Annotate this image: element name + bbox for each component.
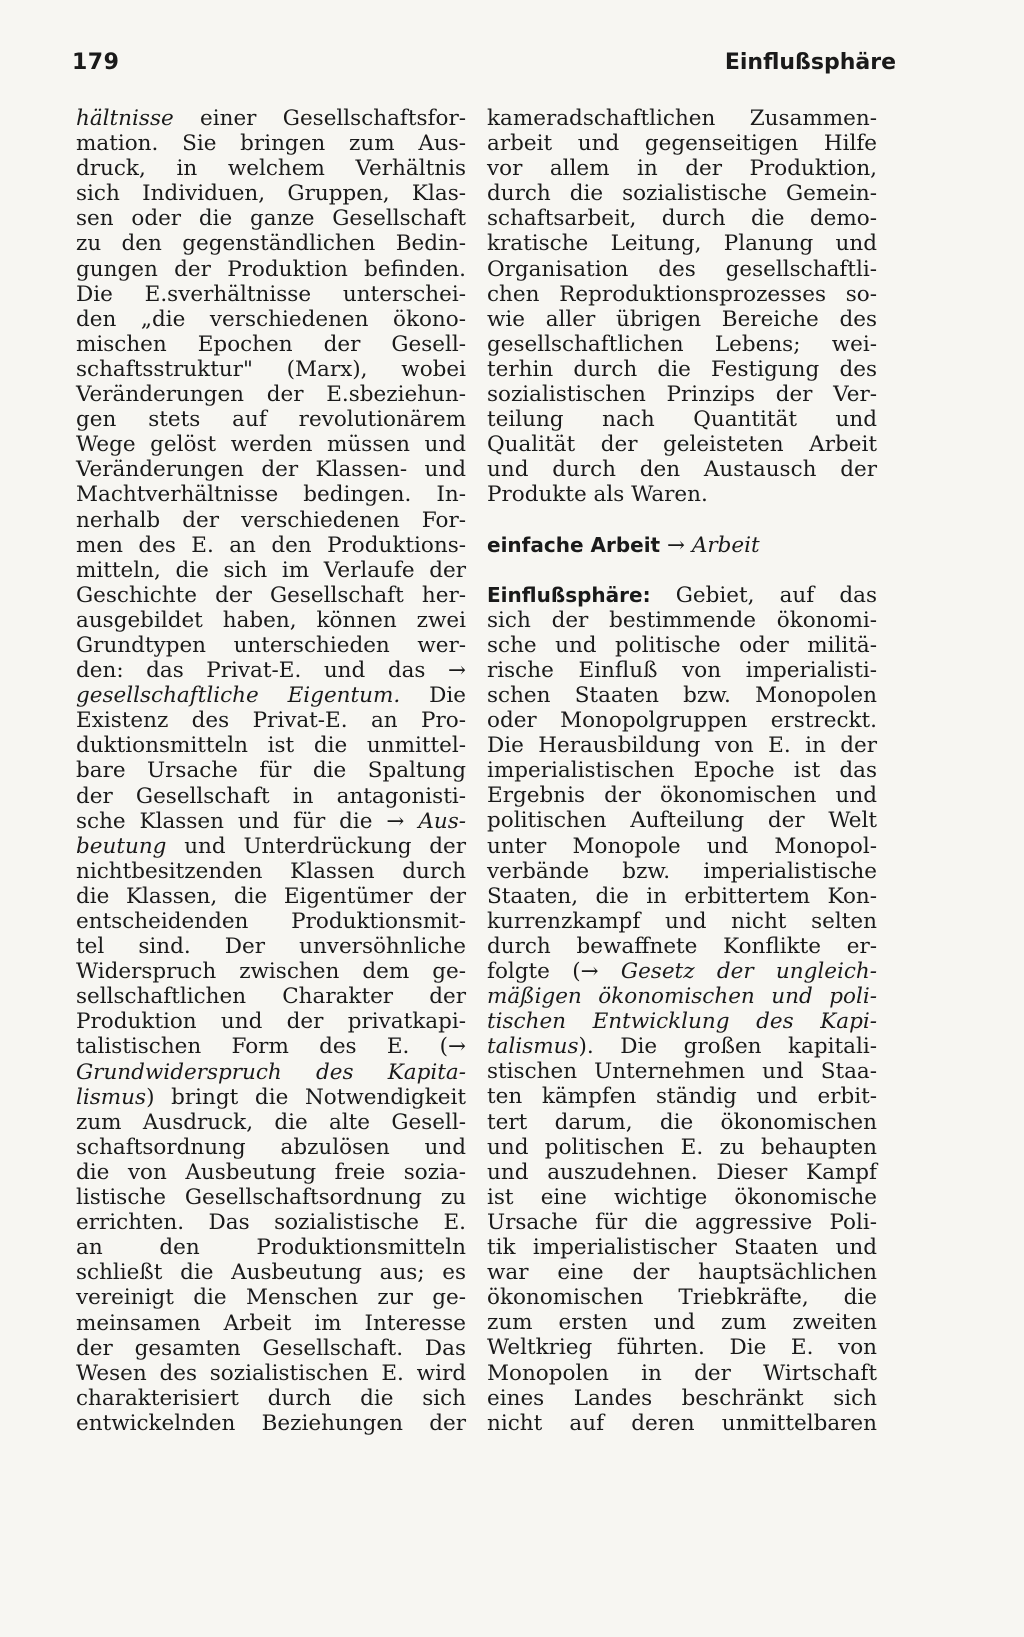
text-line: hältnisse einer Gesellschaftsfor- — [76, 106, 466, 131]
text-line: arbeit und gegenseitigen Hilfe — [487, 131, 877, 157]
text-line: Veränderungen der E.sbeziehun- — [76, 382, 466, 408]
text-line: gungen der Produktion befinden. — [76, 256, 466, 282]
text-line: sich Individuen, Gruppen, Klas- — [76, 181, 466, 207]
text-line: mischen Epochen der Gesell- — [76, 331, 466, 357]
text-line: kurrenzkampf und nicht selten — [487, 908, 877, 934]
text-line: sellschaftlichen Charakter der — [76, 984, 466, 1010]
text-line: lismus) bringt die Notwendigkeit — [76, 1084, 466, 1110]
text-line: folgte (→ Gesetz der ungleich- — [487, 959, 877, 984]
text-line: teilung nach Quantität und — [487, 407, 877, 433]
running-head: Einflußsphäre — [724, 50, 896, 75]
text-line: und auszudehnen. Dieser Kampf — [487, 1159, 877, 1185]
text-line: Ergebnis der ökonomischen und — [487, 783, 877, 809]
text-line: sen oder die ganze Gesellschaft — [76, 206, 466, 232]
text-line: stischen Unternehmen und Staa- — [487, 1059, 877, 1085]
text-line: Geschichte der Gesellschaft her- — [76, 582, 466, 608]
page-number: 179 — [72, 50, 120, 75]
cross-reference-term: einfache Arbeit — [487, 532, 661, 557]
text-line: Staaten, die in erbittertem Kon- — [487, 883, 877, 909]
text-line: war eine der hauptsächlichen — [487, 1260, 877, 1286]
text-line: tel sind. Der unversöhnliche — [76, 934, 466, 960]
text-line: mäßigen ökonomischen und poli- — [487, 984, 877, 1010]
text-line: gesellschaftliche Eigentum. Die — [76, 683, 466, 709]
text-line: meinsamen Arbeit im Interesse — [76, 1310, 466, 1336]
cross-reference — [487, 533, 877, 558]
text-line: tert darum, die ökonomischen — [487, 1109, 877, 1135]
text-line: ist eine wichtige ökonomische — [487, 1184, 877, 1210]
text-line: kameradschaftlichen Zusammen- — [487, 106, 877, 131]
text-line: die Klassen, die Eigentümer der — [76, 883, 466, 909]
text-line: Die E.sverhältnisse unterschei- — [76, 281, 466, 307]
spacer — [487, 558, 877, 583]
cross-reference-target: Arbeit — [691, 532, 760, 558]
text-line: durch bewaffnete Konflikte er- — [487, 933, 877, 959]
text-line: Monopolen in der Wirtschaft — [487, 1360, 877, 1386]
text-line: Produktion und der privatkapi- — [76, 1009, 466, 1035]
text-line: Widerspruch zwischen dem ge- — [76, 959, 466, 985]
text-line: die von Ausbeutung freie sozia- — [76, 1159, 466, 1185]
text-line: politischen Aufteilung der Welt — [487, 808, 877, 834]
text-line: Existenz des Privat-E. an Pro- — [76, 708, 466, 734]
text-line: an den Produktionsmitteln — [76, 1235, 466, 1261]
text-line: entscheidenden Produktionsmit- — [76, 909, 466, 934]
text-line: durch die sozialistische Gemein- — [487, 181, 877, 207]
text-line: nicht auf deren unmittelbaren — [487, 1410, 877, 1436]
text-line: Grundtypen unterschieden wer- — [76, 632, 466, 658]
text-line: und durch den Austausch der — [487, 457, 877, 483]
text-line: schließt die Ausbeutung aus; es — [76, 1260, 466, 1286]
text-line: zum Ausdruck, die alte Gesell- — [76, 1109, 466, 1135]
text-line: kratische Leitung, Planung und — [487, 231, 877, 257]
text-line: sche Klassen und für die → Aus- — [76, 808, 466, 834]
text-line: sozialistischen Prinzips der Ver- — [487, 382, 877, 408]
text-line: mation. Sie bringen zum Aus- — [76, 131, 466, 157]
text-line: tischen Entwicklung des Kapi- — [487, 1009, 877, 1035]
arrow-icon: → — [660, 532, 692, 558]
text-line: vor allem in der Produktion, — [487, 156, 877, 182]
text-line: errichten. Das sozialistische E. — [76, 1210, 466, 1236]
text-line: sche und politische oder militä- — [487, 632, 877, 658]
text-line: talismus). Die großen kapitali- — [487, 1034, 877, 1060]
text-line: vereinigt die Menschen zur ge- — [76, 1285, 466, 1311]
text-line: Machtverhältnisse bedingen. In- — [76, 482, 466, 508]
text-line: entwickelnden Beziehungen der — [76, 1410, 466, 1436]
text-line: eines Landes beschränkt sich — [487, 1385, 877, 1411]
text-line: den „die verschiedenen ökono- — [76, 306, 466, 332]
left-column — [76, 106, 466, 1436]
text-line: zum ersten und zum zweiten — [487, 1310, 877, 1336]
text-line: ökonomischen Triebkräfte, die — [487, 1285, 877, 1311]
text-line: nerhalb der verschiedenen For- — [76, 507, 466, 533]
text-line: sich der bestimmende ökonomi- — [487, 607, 877, 633]
text-line: den: das Privat-E. und das → — [76, 658, 466, 684]
text-line: tik imperialistischer Staaten und — [487, 1235, 877, 1261]
text-line: terhin durch die Festigung des — [487, 356, 877, 382]
text-line: rische Einfluß von imperialisti- — [487, 657, 877, 683]
right-column — [487, 106, 877, 1436]
text-line: wie aller übrigen Bereiche des — [487, 306, 877, 332]
entry-headline: Einflußsphäre: Gebiet, auf das — [487, 582, 877, 608]
text-line: verbände bzw. imperialistische — [487, 858, 877, 884]
text-line: gesellschaftlichen Lebens; wei- — [487, 331, 877, 357]
text-line: ausgebildet haben, können zwei — [76, 607, 466, 633]
text-line: Wege gelöst werden müssen und — [76, 432, 466, 458]
text-line: ten kämpfen ständig und erbit- — [487, 1084, 877, 1110]
text-line: talistischen Form des E. (→ — [76, 1034, 466, 1060]
text-line: schen Staaten bzw. Monopolen — [487, 682, 877, 708]
entry-headword: Einflußsphäre: — [487, 582, 651, 607]
text-line: listische Gesellschaftsordnung zu — [76, 1185, 466, 1211]
text-line: Wesen des sozialistischen E. wird — [76, 1360, 466, 1386]
text-line: Die Herausbildung von E. in der — [487, 733, 877, 759]
text-line: Ursache für die aggressive Poli- — [487, 1209, 877, 1235]
text-line: Organisation des gesellschaftli- — [487, 256, 877, 282]
text-line: mitteln, die sich im Verlaufe der — [76, 557, 466, 583]
text-line: charakterisiert durch die sich — [76, 1385, 466, 1411]
text-line: nichtbesitzenden Klassen durch — [76, 858, 466, 884]
text-line: der Gesellschaft in antagonisti- — [76, 783, 466, 809]
text-line: imperialistischen Epoche ist das — [487, 758, 877, 784]
text-line: der gesamten Gesellschaft. Das — [76, 1335, 466, 1361]
text-line: duktionsmitteln ist die unmittel- — [76, 733, 466, 759]
text-line: Grundwiderspruch des Kapita- — [76, 1059, 466, 1085]
text-line: gen stets auf revolutionärem — [76, 407, 466, 433]
text-line: bare Ursache für die Spaltung — [76, 758, 466, 784]
text-line: schaftsordnung abzulösen und — [76, 1134, 466, 1160]
text-line: Qualität der geleisteten Arbeit — [487, 432, 877, 458]
text-line: men des E. an den Produktions- — [76, 532, 466, 558]
text-line: oder Monopolgruppen erstreckt. — [487, 708, 877, 734]
text-line: unter Monopole und Monopol- — [487, 833, 877, 859]
text-line: schaftsstruktur" (Marx), wobei — [76, 356, 466, 382]
text-line: beutung und Unterdrückung der — [76, 833, 466, 859]
text-line: druck, in welchem Verhältnis — [76, 156, 466, 182]
text-line: Produkte als Waren. — [487, 482, 708, 508]
spacer — [487, 508, 877, 533]
text-line: Veränderungen der Klassen- und — [76, 457, 466, 483]
text-line: zu den gegenständlichen Bedin- — [76, 231, 466, 257]
text-line: schaftsarbeit, durch die demo- — [487, 206, 877, 232]
text-line: und politischen E. zu behaupten — [487, 1134, 877, 1160]
text-line: Weltkrieg führten. Die E. von — [487, 1335, 877, 1361]
text-line: chen Reproduktionsprozesses so- — [487, 281, 877, 307]
